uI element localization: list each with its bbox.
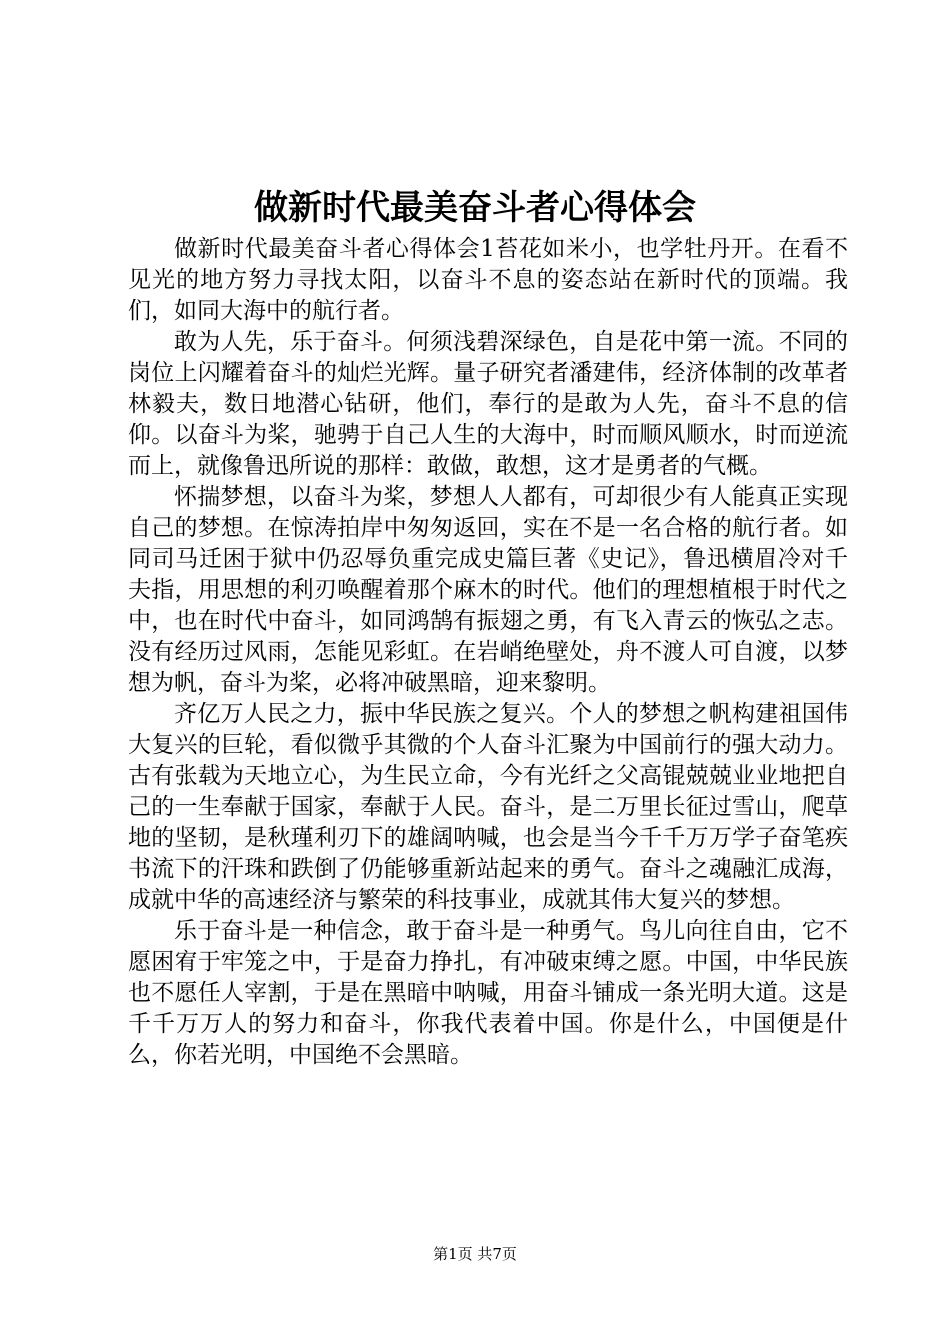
document-body bbox=[128, 234, 848, 1071]
paragraph-3: 怀揣梦想，以奋斗为桨，梦想人人都有，可却很少有人能真正实现自己的梦想。在惊涛拍岸中匆匆返回，实在不是一名合格的航行者。如同司马迁困于狱中仍忍辱负重完成史篇巨著《史记》，鲁迅横眉冷对千夫指，用思想的利刃唤醒着那个麻木的时代。他们的理想植根于时代之中，也在时代中奋斗，如同鸿鹄有振翅之勇，有飞入青云的恢弘之志。没有经历过风雨，怎能见彩虹。在岩峭绝壁处，舟不渡人可自渡，以梦想为帆，奋斗为桨，必将冲破黑暗，迎来黎明。 bbox=[128, 484, 848, 696]
paragraph-2: 敢为人先，乐于奋斗。何须浅碧深绿色，自是花中第一流。不同的岗位上闪耀着奋斗的灿烂光辉。量子研究者潘建伟，经济体制的改革者林毅夫，数日地潜心钻研，他们，奉行的是敢为人先，奋斗不息的信仰。以奋斗为桨，驰骋于自己人生的大海中，时而顺风顺水，时而逆流而上，就像鲁迅所说的那样：敢做，敢想，这才是勇者的气概。 bbox=[128, 329, 848, 479]
paragraph-4: 齐亿万人民之力，振中华民族之复兴。个人的梦想之帆构建祖国伟大复兴的巨轮，看似微乎其微的个人奋斗汇聚为中国前行的强大动力。古有张载为天地立心，为生民立命，今有光纤之父高锟兢兢业业地把自己的一生奉献于国家，奉献于人民。奋斗，是二万里长征过雪山，爬草地的坚韧，是秋瑾利刃下的雄阔呐喊，也会是当今千千万万学子奋笔疾书流下的汗珠和跌倒了仍能够重新站起来的勇气。奋斗之魂融汇成海，成就中华的高速经济与繁荣的科技事业，成就其伟大复兴的梦想。 bbox=[128, 701, 848, 913]
paragraph-1: 做新时代最美奋斗者心得体会1苔花如米小，也学牡丹开。在看不见光的地方努力寻找太阳，以奋斗不息的姿态站在新时代的顶端。我们，如同大海中的航行者。 bbox=[128, 236, 848, 324]
document-title: 做新时代最美奋斗者心得体会 bbox=[254, 188, 696, 228]
paragraph-5: 乐于奋斗是一种信念，敢于奋斗是一种勇气。鸟儿向往自由，它不愿困宥于牢笼之中，于是奋力挣扎，有冲破束缚之愿。中国，中华民族也不愿任人宰割，于是在黑暗中呐喊，用奋斗铺成一条光明大道。这是千千万万人的努力和奋斗，你我代表着中国。你是什么，中国便是什么，你若光明，中国绝不会黑暗。 bbox=[128, 918, 848, 1068]
page-number-footer: 第1页 共7页 bbox=[433, 1245, 517, 1263]
